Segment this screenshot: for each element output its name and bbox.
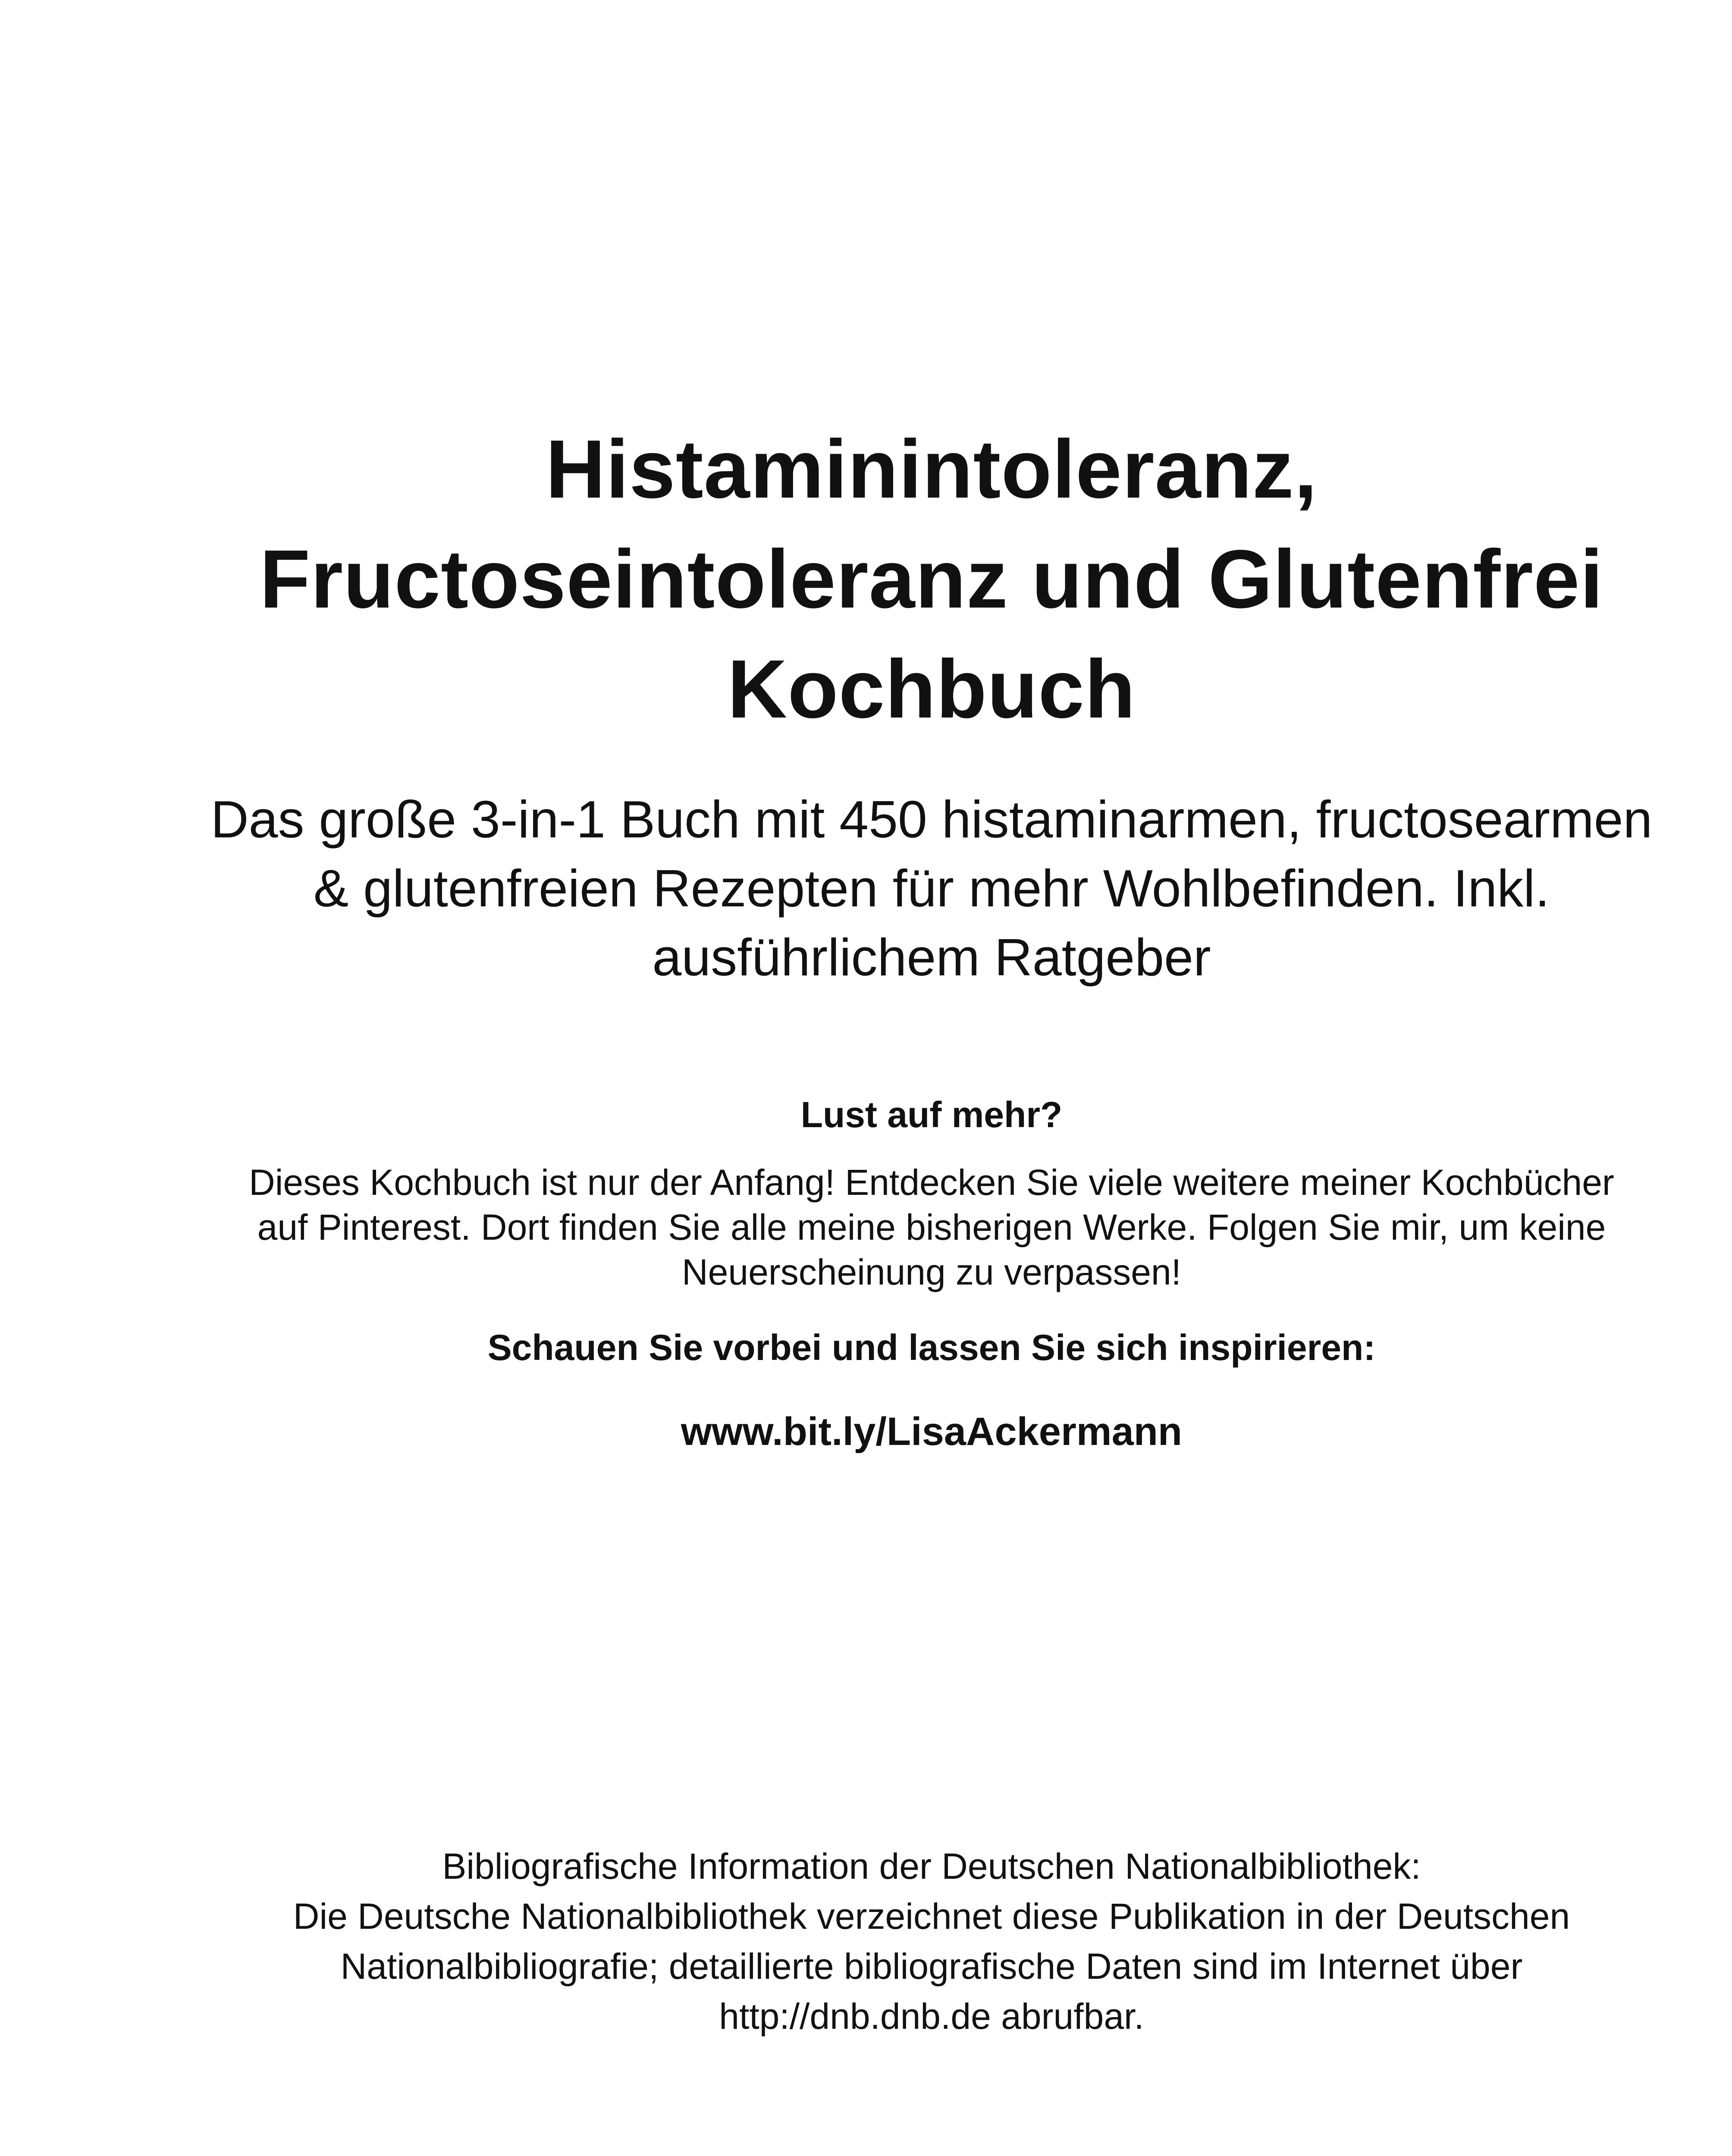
bibliographic-notice-line-2: Die Deutsche Nationalbibliothek verzeichnet diese Publikation in der Deutschen: [293, 1896, 1570, 1937]
book-title-line-3: Kochbuch: [727, 642, 1136, 735]
promo-text: [203, 1160, 1660, 1294]
promo-text-line-3: Neuerscheinung zu verpassen!: [681, 1252, 1182, 1292]
book-subtitle-line-2: & glutenfreien Rezepten für mehr Wohlbefinden. Inkl.: [313, 859, 1550, 918]
pinterest-link[interactable]: www.bit.ly/LisaAckermann: [681, 1410, 1183, 1454]
promo-text-line-1: Dieses Kochbuch ist nur der Anfang! Entdecken Sie viele weitere meiner Kochbücher: [249, 1162, 1614, 1203]
promo-text-line-2: auf Pinterest. Dort finden Sie alle meine bisherigen Werke. Folgen Sie mir, um keine: [257, 1207, 1606, 1247]
book-title: [194, 414, 1669, 744]
promo-call-to-action: Schauen Sie vorbei und lassen Sie sich inspirieren:: [487, 1327, 1376, 1368]
bibliographic-notice-line-4: http://dnb.dnb.de abrufbar.: [719, 1996, 1144, 2037]
bibliographic-notice-line-1: Bibliografische Information der Deutschen Nationalbibliothek:: [442, 1846, 1421, 1887]
bibliographic-notice-line-3: Nationalbibliografie; detaillierte bibliografische Daten sind im Internet über: [340, 1946, 1523, 1987]
book-title-line-2: Fructoseintoleranz und Glutenfrei: [260, 533, 1603, 625]
book-title-line-1: Histaminintoleranz,: [546, 423, 1318, 515]
promo-heading: Lust auf mehr?: [800, 1094, 1063, 1135]
book-subtitle-line-1: Das große 3-in-1 Buch mit 450 histaminarmen, fructosearmen: [210, 790, 1653, 849]
book-subtitle-line-3: ausführlichem Ratgeber: [652, 928, 1211, 987]
book-subtitle: [207, 785, 1656, 992]
bibliographic-notice: [216, 1841, 1647, 2041]
